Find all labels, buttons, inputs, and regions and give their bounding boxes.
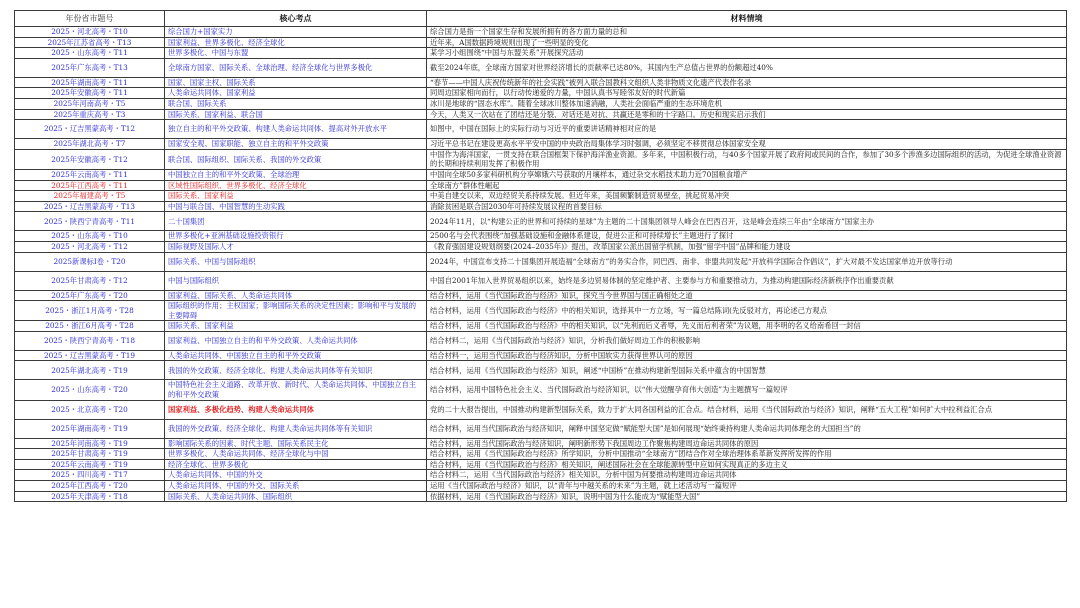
- material-cell[interactable]: 如图中，中国在国际上的实际行动与习近平的重要讲话精神相对应的是: [427, 120, 1067, 139]
- exam-table: [14, 10, 1067, 502]
- core-points-cell[interactable]: 中国特色社会主义道路、改革开放、新时代、人类命运共同体、中国独立自主的和平外交政策: [165, 380, 427, 400]
- row-label-cell[interactable]: 2025年河南高考・T5: [15, 98, 165, 109]
- material-cell[interactable]: 党的二十大报告提出，中国推动构建新型国际关系，致力于扩大同各国利益的汇合点。结合材料，运用《当代国际政治与经济》知识，阐释“五大工程”如何扩大中拉利益汇合点: [427, 400, 1067, 419]
- table-row: [15, 350, 1067, 361]
- header-label[interactable]: 年份省市题号: [15, 11, 165, 27]
- material-cell[interactable]: 中国作为海洋国家，一贯支持在联合国框架下保护海洋渔业资源。多年来，中国积极行动，与40多个国家开展了政府间或民间的合作，参加了30多个涉渔多边国际组织的活动，为促进全球渔业资源的长期和持续利用发挥了积极作用: [427, 149, 1067, 169]
- material-cell[interactable]: 结合材料，运用《当代国际政治与经济》所学知识，分析中国推动“全球南方”团结合作对全球治理体系革新发挥所发挥的作用: [427, 449, 1067, 460]
- table-row: [15, 58, 1067, 77]
- row-label-cell[interactable]: 2025年重庆高考・T3: [15, 109, 165, 120]
- row-label-cell[interactable]: 2025年湖北高考・T7: [15, 139, 165, 150]
- row-label-cell[interactable]: 2025年江苏省高考・T13: [15, 37, 165, 48]
- data-sheet: [14, 10, 1066, 502]
- material-cell[interactable]: 中美自建交以来，双边经贸关系持续发展。但近年来，美国频繁制造贸易壁垒，挑起贸易冲突: [427, 191, 1067, 202]
- row-label-cell[interactable]: 2025年河南高考・T19: [15, 438, 165, 449]
- table-row: [15, 191, 1067, 202]
- row-label-cell[interactable]: 2025年甘肃高考・T12: [15, 271, 165, 290]
- core-points-cell[interactable]: 经济全球化、世界多极化: [165, 459, 427, 470]
- core-points-cell[interactable]: 联合国、国际关系: [165, 98, 427, 109]
- core-points-cell[interactable]: 国际关系、人类命运共同体、国际组织: [165, 491, 427, 502]
- table-row: [15, 491, 1067, 502]
- row-label-cell[interactable]: 2025・陕西宁青高考・T11: [15, 212, 165, 231]
- core-points-cell[interactable]: 联合国、国际组织、国际关系、我国的外交政策: [165, 149, 427, 169]
- table-row: [15, 419, 1067, 438]
- core-points-cell[interactable]: 独立自主的和平外交政策、构建人类命运共同体、提高对外开放水平: [165, 120, 427, 139]
- material-cell[interactable]: 截至2024年底，全球南方国家对世界经济增长的贡献率已达80%，其国内生产总值占世界的份额超过40%: [427, 58, 1067, 77]
- header-material[interactable]: 材料情境: [427, 11, 1067, 27]
- table-row: [15, 449, 1067, 460]
- core-points-cell[interactable]: 综合国力+国家实力: [165, 27, 427, 38]
- material-cell[interactable]: 某学习小组围绕“中国与东盟关系”开展探究活动: [427, 48, 1067, 59]
- material-cell[interactable]: 今天，人类又一次站在了团结还是分裂、对话还是对抗、共赢还是零和的十字路口。历史和现实启示我们: [427, 109, 1067, 120]
- table-row: [15, 98, 1067, 109]
- table-row: [15, 361, 1067, 380]
- core-points-cell[interactable]: 中国与联合国、中国智慧的生动实践: [165, 201, 427, 212]
- table-row: [15, 180, 1067, 191]
- material-cell[interactable]: 结合材料，运用《当代国际政治与经济》中的相关知识，选择其中一方立场，写一篇总结陈词(先反驳对方，再论述己方观点: [427, 301, 1067, 321]
- table-row: [15, 301, 1067, 321]
- row-label-cell[interactable]: 2025・山东高考・T20: [15, 380, 165, 400]
- core-points-cell[interactable]: 国家利益、国际关系、人类命运共同体: [165, 290, 427, 301]
- table-row: [15, 88, 1067, 99]
- row-label-cell[interactable]: 2025年广东高考・T13: [15, 58, 165, 77]
- material-cell[interactable]: 近年来，A国数据跨境规则出现了一些明显的变化: [427, 37, 1067, 48]
- table-row: [15, 77, 1067, 88]
- core-points-cell[interactable]: 国际关系、中国与国际组织: [165, 252, 427, 271]
- core-points-cell[interactable]: 国际视野及国际人才: [165, 241, 427, 252]
- material-cell[interactable]: 结合材料，运用《当代国际政治与经济》知识，阐述“中国桥”在推动构建新型国际关系中蕴含的中国智慧: [427, 361, 1067, 380]
- table-row: [15, 231, 1067, 242]
- row-label-cell[interactable]: 2025・四川高考・T17: [15, 470, 165, 481]
- core-points-cell[interactable]: 中国独立自主的和平外交政策、全球治理: [165, 169, 427, 180]
- core-points-cell[interactable]: 人类命运共同体、中国的外交: [165, 470, 427, 481]
- row-label-cell[interactable]: 2025・辽吉黑蒙高考・T12: [15, 120, 165, 139]
- row-label-cell[interactable]: 2025・陕西宁青高考・T18: [15, 331, 165, 350]
- row-label-cell[interactable]: 2025年甘肃高考・T19: [15, 449, 165, 460]
- table-row: [15, 201, 1067, 212]
- core-points-cell[interactable]: 国际关系、国家利益: [165, 321, 427, 332]
- table-row: [15, 481, 1067, 492]
- core-points-cell[interactable]: 世界多极化、人类命运共同体、经济全球化与中国: [165, 449, 427, 460]
- row-label-cell[interactable]: 2025年天津高考・T18: [15, 491, 165, 502]
- table-row: [15, 331, 1067, 350]
- row-label-cell[interactable]: 2025年江西高考・T20: [15, 481, 165, 492]
- core-points-cell[interactable]: 区域性国际组织、世界多极化、经济全球化: [165, 180, 427, 191]
- material-cell[interactable]: 结合材料，运用当代国际政治与经济知识，阐释中国坚定做“赋能型大国”是如何展现“始终秉持构建人类命运共同体理念的大国担当”的: [427, 419, 1067, 438]
- row-label-cell[interactable]: 2025・浙江1月高考・T28: [15, 301, 165, 321]
- table-body: [15, 27, 1067, 502]
- table-row: [15, 120, 1067, 139]
- table-row: [15, 380, 1067, 400]
- table-row: [15, 149, 1067, 169]
- core-points-cell[interactable]: 人类命运共同体、中国的外交、国际关系: [165, 481, 427, 492]
- row-label-cell[interactable]: 2025年湖北高考・T19: [15, 361, 165, 380]
- row-label-cell[interactable]: 2025・山东高考・T10: [15, 231, 165, 242]
- header-row: [15, 11, 1067, 27]
- core-points-cell[interactable]: 中国与国际组织: [165, 271, 427, 290]
- table-row: [15, 321, 1067, 332]
- core-points-cell[interactable]: 人类命运共同体、国家利益: [165, 88, 427, 99]
- core-points-cell[interactable]: 影响国际关系的因素、时代主题、国际关系民主化: [165, 438, 427, 449]
- core-points-cell[interactable]: 国际组织的作用；主权国家；影响国际关系的决定性因素；影响和平与发展的主要障碍: [165, 301, 427, 321]
- material-cell[interactable]: “春节——中国人庆祝传统新年的社会实践”被列入联合国教科文组织人类非物质文化遗产代表作名录: [427, 77, 1067, 88]
- table-row: [15, 109, 1067, 120]
- core-points-cell[interactable]: 国际关系、国家利益、联合国: [165, 109, 427, 120]
- row-label-cell[interactable]: 2025年安徽高考・T12: [15, 149, 165, 169]
- table-row: [15, 252, 1067, 271]
- material-cell[interactable]: 结合材料一，运用当代国际政治与经济知识，分析中国软实力获得世界认可的原因: [427, 350, 1067, 361]
- row-label-cell[interactable]: 2025年云南高考・T11: [15, 169, 165, 180]
- material-cell[interactable]: 全球南方”群体性崛起: [427, 180, 1067, 191]
- material-cell[interactable]: 中国自2001年加入世界贸易组织以来，始终是多边贸易体制的坚定维护者、主要参与方和重要推动力，为推动构建国际经济新秩序作出重要贡献: [427, 271, 1067, 290]
- table-row: [15, 400, 1067, 419]
- material-cell[interactable]: 同周边国家相向而行，以行动传递爱的力量，中国认真书写睦邻友好的时代新篇: [427, 88, 1067, 99]
- material-cell[interactable]: 依据材料，运用《当代国际政治与经济》知识，说明中国为什么能成为“赋能型大国”: [427, 491, 1067, 502]
- table-row: [15, 459, 1067, 470]
- table-row: [15, 169, 1067, 180]
- material-cell[interactable]: 《教育强国建设规划纲要(2024–2035年)》提出，改革国家公派出国留学机制，加强“留学中国”品牌和能力建设: [427, 241, 1067, 252]
- material-cell[interactable]: 结合材料二，运用《当代国际政治与经济》相关知识，分析中国为何要推动构建周边命运共同体: [427, 470, 1067, 481]
- core-points-cell[interactable]: 世界多极化、中国与东盟: [165, 48, 427, 59]
- row-label-cell[interactable]: 2025・浙江6月高考・T28: [15, 321, 165, 332]
- core-points-cell[interactable]: 人类命运共同体、中国独立自主的和平外交政策: [165, 350, 427, 361]
- table-row: [15, 37, 1067, 48]
- material-cell[interactable]: 结合材料，运用《当代国际政治与经济》相关知识，阐述国际社会在全球能源转型中应如何实现真正的多边主义: [427, 459, 1067, 470]
- material-cell[interactable]: 结合材料，运用《当代国际政治与经济》中的相关知识，以“先利而后义者辱，先义而后利者荣”为议题，用李明的名义给南希回一封信: [427, 321, 1067, 332]
- row-label-cell[interactable]: 2025・辽吉黑蒙高考・T19: [15, 350, 165, 361]
- material-cell[interactable]: 综合国力是指一个国家生存和发展所拥有的各方面力量的总和: [427, 27, 1067, 38]
- table-row: [15, 139, 1067, 150]
- row-label-cell[interactable]: 2025年江西高考・T11: [15, 180, 165, 191]
- table-row: [15, 241, 1067, 252]
- row-label-cell[interactable]: 2025新课标Ⅰ卷・T20: [15, 252, 165, 271]
- core-points-cell[interactable]: 国家安全观、国家职能、独立自主的和平外交政策: [165, 139, 427, 150]
- core-points-cell[interactable]: 国家利益、中国独立自主的和平外交政策、人类命运共同体: [165, 331, 427, 350]
- material-cell[interactable]: 习近平总书记在建设更高水平平安中国的中央政治局集体学习时强调，必须坚定不移贯彻总体国家安全观: [427, 139, 1067, 150]
- core-points-cell[interactable]: 二十国集团: [165, 212, 427, 231]
- material-cell[interactable]: 消除贫困是联合国2030年可持续发展议程的首要目标: [427, 201, 1067, 212]
- table-row: [15, 48, 1067, 59]
- table-row: [15, 438, 1067, 449]
- material-cell[interactable]: 结合材料二，运用《当代国际政治与经济》知识，分析我们做好周边工作的积极影响: [427, 331, 1067, 350]
- core-points-cell[interactable]: 全球南方国家、国际关系、全球治理、经济全球化与世界多极化: [165, 58, 427, 77]
- row-label-cell[interactable]: 2025年安徽高考・T11: [15, 88, 165, 99]
- table-row: [15, 470, 1067, 481]
- row-label-cell[interactable]: 2025・山东高考・T11: [15, 48, 165, 59]
- core-points-cell[interactable]: 世界多极化+亚洲基础设施投资银行: [165, 231, 427, 242]
- row-label-cell[interactable]: 2025・河北高考・T12: [15, 241, 165, 252]
- material-cell[interactable]: 中国向全球50多家科研机构分享嫦娥六号获取的月壤样本，通过杂交水稻技术助力近70国粮食增产: [427, 169, 1067, 180]
- material-cell[interactable]: 2500名与会代表围绕“加强基础设施和金融体系建设，促进公正和可持续增长”主题进行了探讨: [427, 231, 1067, 242]
- row-label-cell[interactable]: 2025年湖南高考・T11: [15, 77, 165, 88]
- row-label-cell[interactable]: 2025・辽吉黑蒙高考・T13: [15, 201, 165, 212]
- material-cell[interactable]: 运用《当代国际政治与经济》知识，以“青年与中越关系的未来”为主题，就上述活动写一篇短评: [427, 481, 1067, 492]
- core-points-cell[interactable]: 我国的外交政策、经济全球化、构建人类命运共同体等有关知识: [165, 361, 427, 380]
- header-points[interactable]: 核心考点: [165, 11, 427, 27]
- row-label-cell[interactable]: 2025年福建高考・T5: [15, 191, 165, 202]
- table-row: [15, 290, 1067, 301]
- row-label-cell[interactable]: 2025年云南高考・T19: [15, 459, 165, 470]
- table-row: [15, 27, 1067, 38]
- material-cell[interactable]: 结合材料，运用当代国际政治与经济知识，阐明新形势下我国周边工作聚焦构建周边命运共同体的原因: [427, 438, 1067, 449]
- row-label-cell[interactable]: 2025年广东高考・T20: [15, 290, 165, 301]
- core-points-cell[interactable]: 国际关系、国家利益: [165, 191, 427, 202]
- core-points-cell[interactable]: 国家利益、世界多极化、经济全球化: [165, 37, 427, 48]
- material-cell[interactable]: 2024年，中国宣布支持二十国集团开展造福“全球南方”的务实合作，同巴西、南非、非盟共同发起“开放科学国际合作倡议”，扩大对最不发达国家单边开放等行动: [427, 252, 1067, 271]
- material-cell[interactable]: 2024年11月，以“构建公正的世界和可持续的星球”为主题的二十国集团领导人峰会在巴西召开，这是峰会连续三年由“全球南方”国家主办: [427, 212, 1067, 231]
- material-cell[interactable]: 冰川是地球的“固态水库”。随着全球冰川整体加速消融，人类社会面临严重的生态环境危机: [427, 98, 1067, 109]
- table-row: [15, 271, 1067, 290]
- row-label-cell[interactable]: 2025・河北高考・T10: [15, 27, 165, 38]
- material-cell[interactable]: 结合材料，运用《当代国际政治与经济》知识，探究当今世界国与国正确相处之道: [427, 290, 1067, 301]
- core-points-cell[interactable]: 国家、国家主权、国际关系: [165, 77, 427, 88]
- row-label-cell[interactable]: 2025年湖南高考・T19: [15, 419, 165, 438]
- material-cell[interactable]: 结合材料，运用中国特色社会主义、当代国际政治与经济知识，以“伟大觉醒孕育伟大创造”为主题撰写一篇短评: [427, 380, 1067, 400]
- core-points-cell[interactable]: 我国的外交政策、经济全球化、构建人类命运共同体等有关知识: [165, 419, 427, 438]
- core-points-cell[interactable]: 国家利益、多极化趋势、构建人类命运共同体: [165, 400, 427, 419]
- row-label-cell[interactable]: 2025・北京高考・T20: [15, 400, 165, 419]
- table-row: [15, 212, 1067, 231]
